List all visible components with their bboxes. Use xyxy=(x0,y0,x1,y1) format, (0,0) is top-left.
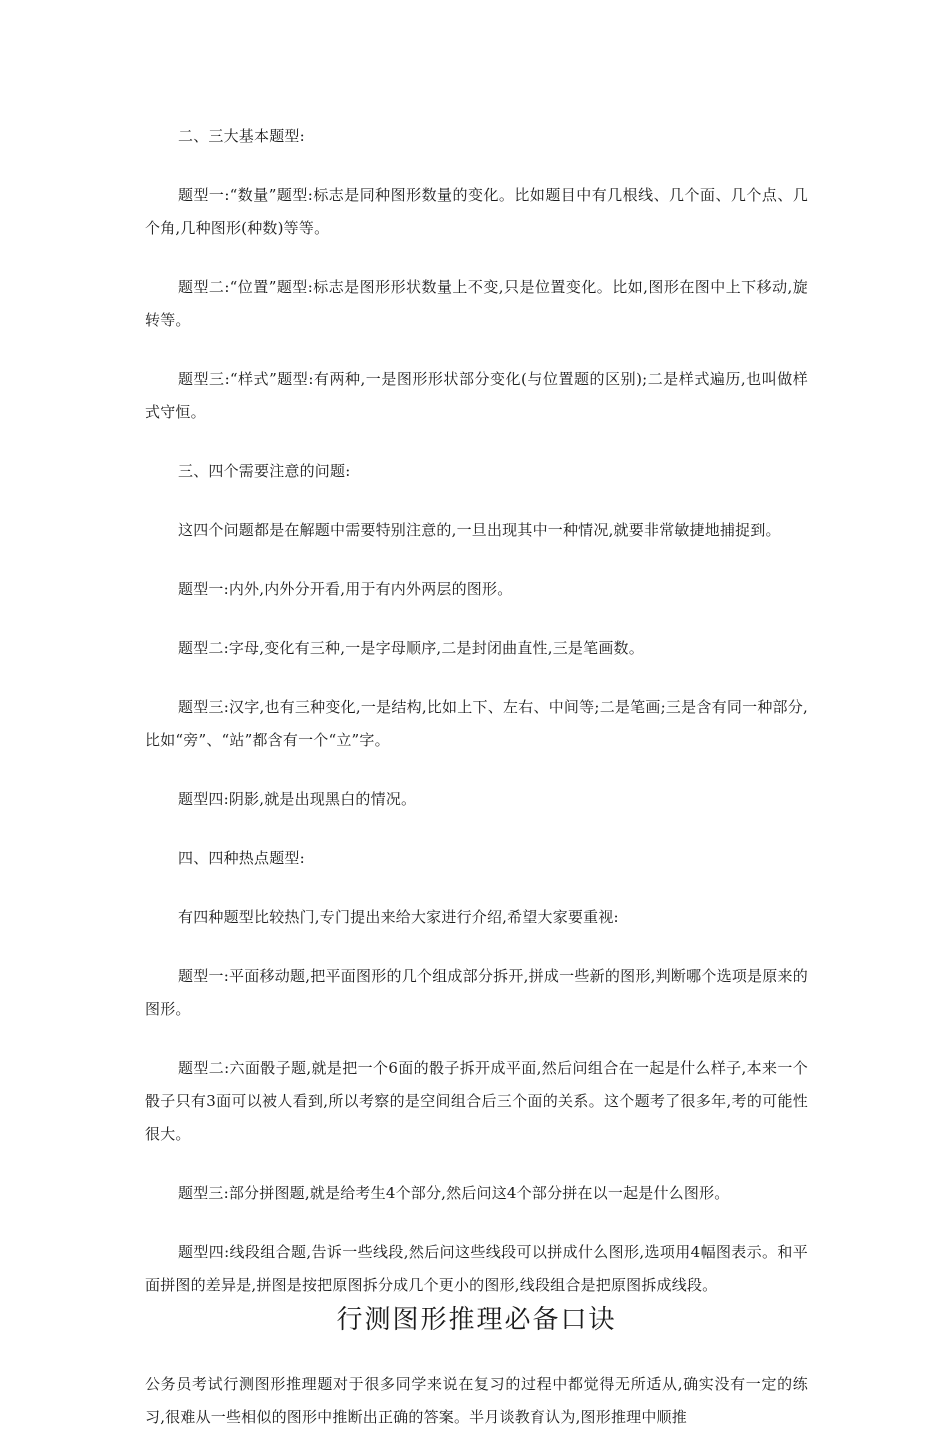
paragraph-type-position: 题型二:“位置”题型:标志是图形形状数量上不变,只是位置变化。比如,图形在图中上下移动,旋转等。 xyxy=(145,278,808,329)
paragraph-type-quantity: 题型一:“数量”题型:标志是同种图形数量的变化。比如题目中有几根线、几个面、几个点、几个角,几种图形(种数)等等。 xyxy=(145,186,808,237)
paragraph-hot-line-segments: 题型四:线段组合题,告诉一些线段,然后问这些线段可以拼成什么图形,选项用4幅图表示。和平面拼图的差异是,拼图是按把原图拆分成几个更小的图形,线段组合是把原图拆成线段。 xyxy=(145,1243,808,1294)
paragraph-issue-letters: 题型二:字母,变化有三种,一是字母顺序,二是封闭曲直性,三是笔画数。 xyxy=(178,639,644,657)
heading-four-hot-types: 四、四种热点题型: xyxy=(178,849,305,867)
document-body xyxy=(145,120,808,1434)
paragraph-type-style: 题型三:“样式”题型:有两种,一是图形形状部分变化(与位置题的区别);二是样式遍历,也叫做样式守恒。 xyxy=(145,370,808,421)
paragraph-hot-plane-move: 题型一:平面移动题,把平面图形的几个组成部分拆开,拼成一些新的图形,判断哪个选项是原来的图形。 xyxy=(145,967,808,1018)
paragraph-section-intro: 公务员考试行测图形推理题对于很多同学来说在复习的过程中都觉得无所适从,确实没有一定的练习,很难从一些相似的图形中推断出正确的答案。半月谈教育认为,图形推理中顺推 xyxy=(145,1375,808,1426)
paragraph-issue-shadow: 题型四:阴影,就是出现黑白的情况。 xyxy=(178,790,417,808)
paragraph-hot-puzzle: 题型三:部分拼图题,就是给考生4个部分,然后问这4个部分拼在以一起是什么图形。 xyxy=(178,1184,730,1202)
heading-three-basic-types: 二、三大基本题型: xyxy=(178,127,305,145)
section-title: 行测图形推理必备口诀 xyxy=(336,1305,617,1335)
paragraph-hot-types-intro: 有四种题型比较热门,专门提出来给大家进行介绍,希望大家要重视: xyxy=(178,908,619,926)
heading-four-issues: 三、四个需要注意的问题: xyxy=(178,462,351,480)
paragraph-hot-dice: 题型二:六面骰子题,就是把一个6面的骰子拆开成平面,然后问组合在一起是什么样子,本来一个骰子只有3面可以被人看到,所以考察的是空间组合后三个面的关系。这个题考了很多年,考的可能性很大。 xyxy=(145,1059,808,1143)
paragraph-issue-inside-outside: 题型一:内外,内外分开看,用于有内外两层的图形。 xyxy=(178,580,513,598)
paragraph-issues-intro: 这四个问题都是在解题中需要特别注意的,一旦出现其中一种情况,就要非常敏捷地捕捉到。 xyxy=(178,521,781,539)
paragraph-issue-chinese-characters: 题型三:汉字,也有三种变化,一是结构,比如上下、左右、中间等;二是笔画;三是含有同一种部分,比如“旁”、“站”都含有一个“立”字。 xyxy=(145,698,808,749)
